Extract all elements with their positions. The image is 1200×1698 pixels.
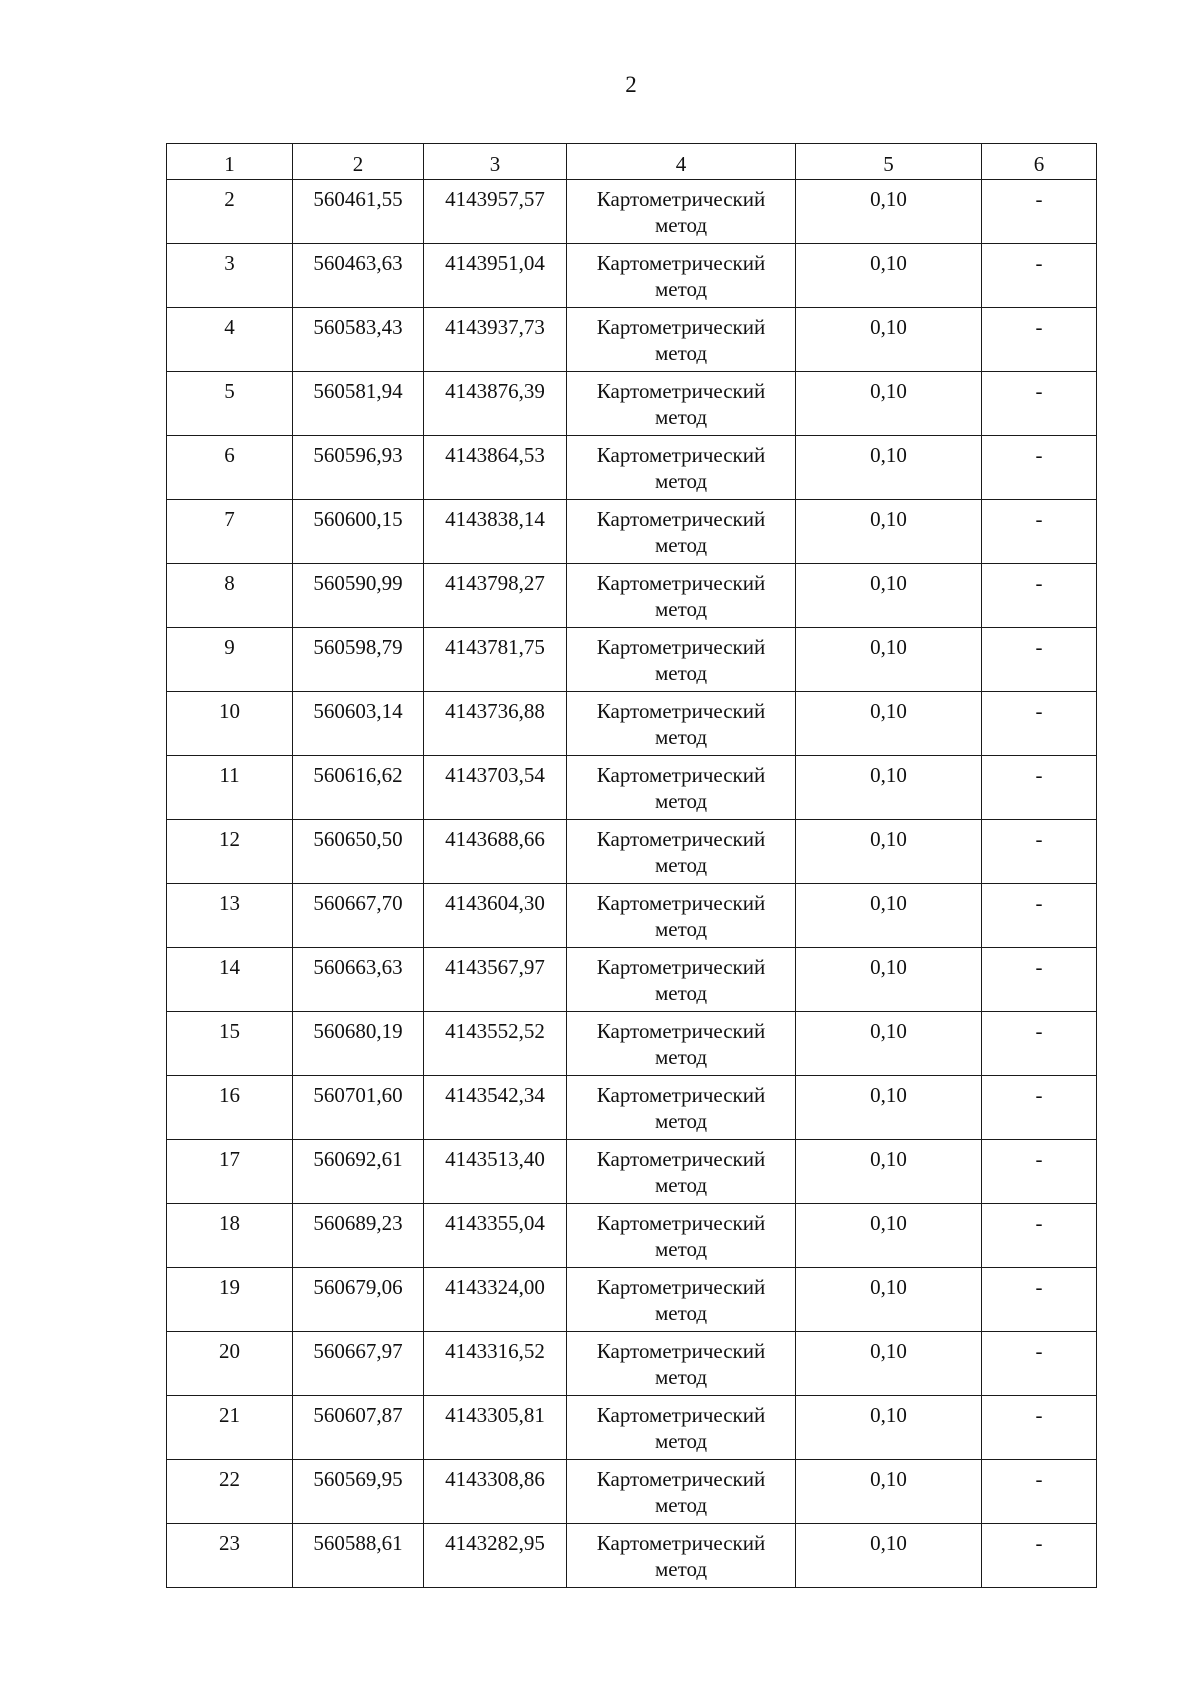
note-cell: - bbox=[982, 692, 1097, 756]
method-line-1: Картометрический bbox=[596, 571, 766, 595]
accuracy-cell: 0,10 bbox=[796, 1332, 982, 1396]
method-line-1: Картометрический bbox=[596, 635, 766, 659]
method-line-2: метод bbox=[654, 1429, 708, 1453]
method-cell bbox=[567, 436, 796, 500]
table-row bbox=[167, 1204, 1097, 1268]
method-cell bbox=[567, 180, 796, 244]
method-cell bbox=[567, 884, 796, 948]
note-cell: - bbox=[982, 436, 1097, 500]
y-coordinate-cell: 4143513,40 bbox=[424, 1140, 567, 1204]
method-line-1: Картометрический bbox=[596, 187, 766, 211]
method-cell bbox=[567, 1524, 796, 1588]
table-row bbox=[167, 1460, 1097, 1524]
table-row bbox=[167, 180, 1097, 244]
note-cell: - bbox=[982, 1012, 1097, 1076]
note-cell: - bbox=[982, 884, 1097, 948]
method-line-1: Картометрический bbox=[596, 891, 766, 915]
accuracy-cell: 0,10 bbox=[796, 244, 982, 308]
method-line-1: Картометрический bbox=[596, 1403, 766, 1427]
accuracy-cell: 0,10 bbox=[796, 180, 982, 244]
header-cell: 5 bbox=[796, 144, 982, 180]
point-number-cell: 11 bbox=[167, 756, 293, 820]
note-cell: - bbox=[982, 820, 1097, 884]
y-coordinate-cell: 4143324,00 bbox=[424, 1268, 567, 1332]
method-cell bbox=[567, 564, 796, 628]
method-cell bbox=[567, 1140, 796, 1204]
method-line-1: Картометрический bbox=[596, 251, 766, 275]
point-number-cell: 13 bbox=[167, 884, 293, 948]
table-row bbox=[167, 1332, 1097, 1396]
point-number-cell: 3 bbox=[167, 244, 293, 308]
x-coordinate-cell: 560701,60 bbox=[293, 1076, 424, 1140]
method-cell bbox=[567, 1012, 796, 1076]
point-number-cell: 20 bbox=[167, 1332, 293, 1396]
x-coordinate-cell: 560680,19 bbox=[293, 1012, 424, 1076]
x-coordinate-cell: 560463,63 bbox=[293, 244, 424, 308]
method-cell bbox=[567, 1396, 796, 1460]
x-coordinate-cell: 560667,70 bbox=[293, 884, 424, 948]
page-number: 2 bbox=[625, 72, 637, 97]
point-number-cell: 9 bbox=[167, 628, 293, 692]
table-row bbox=[167, 564, 1097, 628]
accuracy-cell: 0,10 bbox=[796, 500, 982, 564]
method-line-2: метод bbox=[654, 1493, 708, 1517]
method-line-2: метод bbox=[654, 469, 708, 493]
x-coordinate-cell: 560581,94 bbox=[293, 372, 424, 436]
method-line-2: метод bbox=[654, 1237, 708, 1261]
point-number-cell: 23 bbox=[167, 1524, 293, 1588]
accuracy-cell: 0,10 bbox=[796, 308, 982, 372]
y-coordinate-cell: 4143567,97 bbox=[424, 948, 567, 1012]
note-cell: - bbox=[982, 1332, 1097, 1396]
x-coordinate-cell: 560692,61 bbox=[293, 1140, 424, 1204]
x-coordinate-cell: 560600,15 bbox=[293, 500, 424, 564]
y-coordinate-cell: 4143703,54 bbox=[424, 756, 567, 820]
method-cell bbox=[567, 692, 796, 756]
method-line-1: Картометрический bbox=[596, 1531, 766, 1555]
x-coordinate-cell: 560590,99 bbox=[293, 564, 424, 628]
header-cell: 3 bbox=[424, 144, 567, 180]
method-line-1: Картометрический bbox=[596, 443, 766, 467]
note-cell: - bbox=[982, 180, 1097, 244]
y-coordinate-cell: 4143781,75 bbox=[424, 628, 567, 692]
coordinates-table bbox=[166, 143, 1097, 1588]
y-coordinate-cell: 4143604,30 bbox=[424, 884, 567, 948]
x-coordinate-cell: 560667,97 bbox=[293, 1332, 424, 1396]
x-coordinate-cell: 560616,62 bbox=[293, 756, 424, 820]
note-cell: - bbox=[982, 1524, 1097, 1588]
point-number-cell: 10 bbox=[167, 692, 293, 756]
table-row bbox=[167, 244, 1097, 308]
method-line-2: метод bbox=[654, 1557, 708, 1581]
table-row bbox=[167, 628, 1097, 692]
table-row bbox=[167, 1012, 1097, 1076]
note-cell: - bbox=[982, 244, 1097, 308]
y-coordinate-cell: 4143308,86 bbox=[424, 1460, 567, 1524]
method-line-1: Картометрический bbox=[596, 1147, 766, 1171]
y-coordinate-cell: 4143864,53 bbox=[424, 436, 567, 500]
method-cell bbox=[567, 948, 796, 1012]
header-cell: 6 bbox=[982, 144, 1097, 180]
accuracy-cell: 0,10 bbox=[796, 1396, 982, 1460]
y-coordinate-cell: 4143736,88 bbox=[424, 692, 567, 756]
method-line-2: метод bbox=[654, 341, 708, 365]
accuracy-cell: 0,10 bbox=[796, 756, 982, 820]
method-line-1: Картометрический bbox=[596, 379, 766, 403]
table-row bbox=[167, 1524, 1097, 1588]
table-row bbox=[167, 692, 1097, 756]
y-coordinate-cell: 4143876,39 bbox=[424, 372, 567, 436]
point-number-cell: 18 bbox=[167, 1204, 293, 1268]
note-cell: - bbox=[982, 1460, 1097, 1524]
point-number-cell: 6 bbox=[167, 436, 293, 500]
method-line-2: метод bbox=[654, 213, 708, 237]
method-line-2: метод bbox=[654, 1301, 708, 1325]
y-coordinate-cell: 4143316,52 bbox=[424, 1332, 567, 1396]
method-cell bbox=[567, 756, 796, 820]
method-cell bbox=[567, 1332, 796, 1396]
method-line-1: Картометрический bbox=[596, 763, 766, 787]
point-number-cell: 4 bbox=[167, 308, 293, 372]
accuracy-cell: 0,10 bbox=[796, 1460, 982, 1524]
x-coordinate-cell: 560689,23 bbox=[293, 1204, 424, 1268]
point-number-cell: 19 bbox=[167, 1268, 293, 1332]
table-row bbox=[167, 308, 1097, 372]
header-cell: 2 bbox=[293, 144, 424, 180]
x-coordinate-cell: 560663,63 bbox=[293, 948, 424, 1012]
table-row bbox=[167, 884, 1097, 948]
point-number-cell: 12 bbox=[167, 820, 293, 884]
point-number-cell: 15 bbox=[167, 1012, 293, 1076]
accuracy-cell: 0,10 bbox=[796, 372, 982, 436]
header-cell: 1 bbox=[167, 144, 293, 180]
method-cell bbox=[567, 372, 796, 436]
method-cell bbox=[567, 500, 796, 564]
y-coordinate-cell: 4143838,14 bbox=[424, 500, 567, 564]
method-line-1: Картометрический bbox=[596, 1339, 766, 1363]
y-coordinate-cell: 4143355,04 bbox=[424, 1204, 567, 1268]
table-row bbox=[167, 500, 1097, 564]
method-line-2: метод bbox=[654, 917, 708, 941]
note-cell: - bbox=[982, 308, 1097, 372]
method-cell bbox=[567, 1268, 796, 1332]
method-line-2: метод bbox=[654, 661, 708, 685]
note-cell: - bbox=[982, 500, 1097, 564]
method-line-1: Картометрический bbox=[596, 699, 766, 723]
table-row bbox=[167, 1076, 1097, 1140]
method-line-2: метод bbox=[654, 981, 708, 1005]
point-number-cell: 8 bbox=[167, 564, 293, 628]
x-coordinate-cell: 560607,87 bbox=[293, 1396, 424, 1460]
point-number-cell: 7 bbox=[167, 500, 293, 564]
table-header-row bbox=[167, 144, 1097, 180]
method-line-1: Картометрический bbox=[596, 1019, 766, 1043]
note-cell: - bbox=[982, 628, 1097, 692]
method-line-2: метод bbox=[654, 533, 708, 557]
method-line-1: Картометрический bbox=[596, 1467, 766, 1491]
method-line-1: Картометрический bbox=[596, 507, 766, 531]
accuracy-cell: 0,10 bbox=[796, 1012, 982, 1076]
y-coordinate-cell: 4143688,66 bbox=[424, 820, 567, 884]
point-number-cell: 17 bbox=[167, 1140, 293, 1204]
point-number-cell: 21 bbox=[167, 1396, 293, 1460]
method-line-2: метод bbox=[654, 725, 708, 749]
y-coordinate-cell: 4143542,34 bbox=[424, 1076, 567, 1140]
x-coordinate-cell: 560461,55 bbox=[293, 180, 424, 244]
point-number-cell: 14 bbox=[167, 948, 293, 1012]
method-line-2: метод bbox=[654, 789, 708, 813]
y-coordinate-cell: 4143552,52 bbox=[424, 1012, 567, 1076]
note-cell: - bbox=[982, 756, 1097, 820]
x-coordinate-cell: 560569,95 bbox=[293, 1460, 424, 1524]
method-line-2: метод bbox=[654, 277, 708, 301]
note-cell: - bbox=[982, 372, 1097, 436]
table-row bbox=[167, 436, 1097, 500]
accuracy-cell: 0,10 bbox=[796, 692, 982, 756]
accuracy-cell: 0,10 bbox=[796, 564, 982, 628]
table-row bbox=[167, 948, 1097, 1012]
method-line-2: метод bbox=[654, 1365, 708, 1389]
method-line-2: метод bbox=[654, 1109, 708, 1133]
x-coordinate-cell: 560598,79 bbox=[293, 628, 424, 692]
header-cell: 4 bbox=[567, 144, 796, 180]
y-coordinate-cell: 4143937,73 bbox=[424, 308, 567, 372]
method-line-1: Картометрический bbox=[596, 1211, 766, 1235]
x-coordinate-cell: 560650,50 bbox=[293, 820, 424, 884]
x-coordinate-cell: 560603,14 bbox=[293, 692, 424, 756]
accuracy-cell: 0,10 bbox=[796, 1524, 982, 1588]
accuracy-cell: 0,10 bbox=[796, 1140, 982, 1204]
accuracy-cell: 0,10 bbox=[796, 436, 982, 500]
note-cell: - bbox=[982, 1204, 1097, 1268]
x-coordinate-cell: 560596,93 bbox=[293, 436, 424, 500]
method-cell bbox=[567, 1076, 796, 1140]
note-cell: - bbox=[982, 1396, 1097, 1460]
method-cell bbox=[567, 1204, 796, 1268]
accuracy-cell: 0,10 bbox=[796, 1204, 982, 1268]
method-line-2: метод bbox=[654, 597, 708, 621]
x-coordinate-cell: 560588,61 bbox=[293, 1524, 424, 1588]
x-coordinate-cell: 560583,43 bbox=[293, 308, 424, 372]
table-row bbox=[167, 372, 1097, 436]
note-cell: - bbox=[982, 1140, 1097, 1204]
method-line-2: метод bbox=[654, 853, 708, 877]
point-number-cell: 16 bbox=[167, 1076, 293, 1140]
note-cell: - bbox=[982, 948, 1097, 1012]
method-cell bbox=[567, 628, 796, 692]
y-coordinate-cell: 4143951,04 bbox=[424, 244, 567, 308]
point-number-cell: 22 bbox=[167, 1460, 293, 1524]
method-line-1: Картометрический bbox=[596, 1083, 766, 1107]
y-coordinate-cell: 4143305,81 bbox=[424, 1396, 567, 1460]
y-coordinate-cell: 4143957,57 bbox=[424, 180, 567, 244]
accuracy-cell: 0,10 bbox=[796, 948, 982, 1012]
accuracy-cell: 0,10 bbox=[796, 1268, 982, 1332]
method-line-1: Картометрический bbox=[596, 827, 766, 851]
method-cell bbox=[567, 1460, 796, 1524]
table-row bbox=[167, 756, 1097, 820]
method-cell bbox=[567, 308, 796, 372]
note-cell: - bbox=[982, 1076, 1097, 1140]
point-number-cell: 5 bbox=[167, 372, 293, 436]
point-number-cell: 2 bbox=[167, 180, 293, 244]
y-coordinate-cell: 4143282,95 bbox=[424, 1524, 567, 1588]
y-coordinate-cell: 4143798,27 bbox=[424, 564, 567, 628]
x-coordinate-cell: 560679,06 bbox=[293, 1268, 424, 1332]
accuracy-cell: 0,10 bbox=[796, 884, 982, 948]
table-row bbox=[167, 1396, 1097, 1460]
table-row bbox=[167, 1140, 1097, 1204]
method-line-1: Картометрический bbox=[596, 955, 766, 979]
method-line-1: Картометрический bbox=[596, 1275, 766, 1299]
note-cell: - bbox=[982, 1268, 1097, 1332]
table-row bbox=[167, 820, 1097, 884]
method-cell bbox=[567, 820, 796, 884]
accuracy-cell: 0,10 bbox=[796, 1076, 982, 1140]
method-cell bbox=[567, 244, 796, 308]
method-line-2: метод bbox=[654, 405, 708, 429]
accuracy-cell: 0,10 bbox=[796, 628, 982, 692]
note-cell: - bbox=[982, 564, 1097, 628]
method-line-2: метод bbox=[654, 1173, 708, 1197]
method-line-1: Картометрический bbox=[596, 315, 766, 339]
table-row bbox=[167, 1268, 1097, 1332]
method-line-2: метод bbox=[654, 1045, 708, 1069]
accuracy-cell: 0,10 bbox=[796, 820, 982, 884]
